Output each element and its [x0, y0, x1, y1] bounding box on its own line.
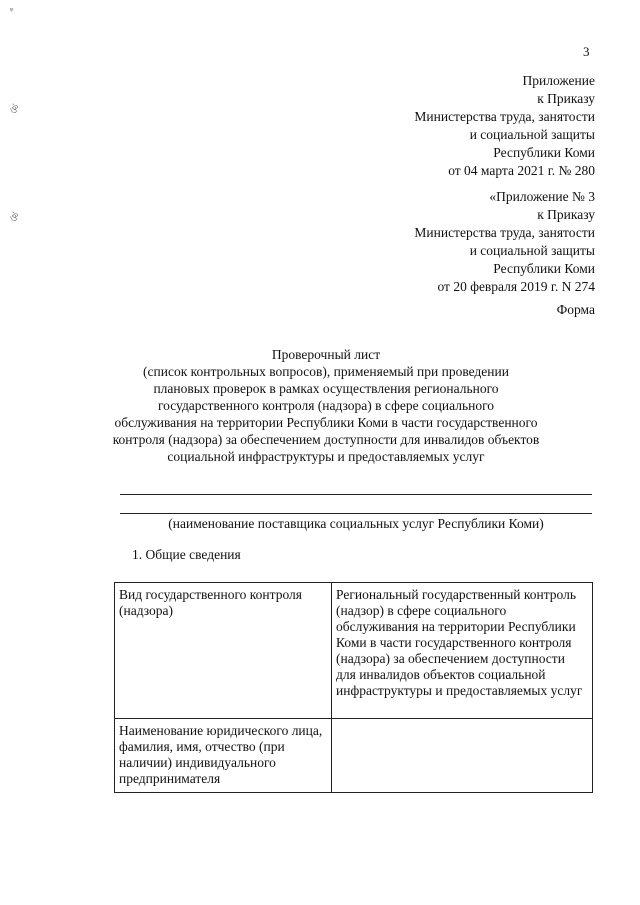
appendix-line: и социальной защиты — [469, 127, 595, 142]
table-row — [115, 719, 593, 793]
section-heading: 1. Общие сведения — [132, 547, 241, 562]
margin-mark: ᵩ — [10, 2, 14, 13]
margin-mark: ঔ — [10, 105, 19, 116]
document-title — [110, 346, 542, 465]
table-row — [115, 583, 593, 719]
general-info-table — [114, 582, 593, 793]
title-line: контроля (надзора) за обеспечением доступности для инвалидов объектов — [112, 432, 540, 447]
form-label: Форма — [556, 302, 595, 317]
page-number: 3 — [583, 44, 590, 59]
appendix-line: от 20 февраля 2019 г. N 274 — [437, 279, 595, 294]
title-line: социальной инфраструктуры и предоставляемых услуг — [167, 449, 485, 464]
appendix-previous-block — [414, 188, 595, 296]
appendix-line: Республики Коми — [493, 261, 595, 276]
title-line: плановых проверок в рамках осуществления регионального — [153, 381, 499, 396]
appendix-line: «Приложение № 3 — [489, 189, 595, 204]
provider-caption: (наименование поставщика социальных услуг Республики Коми) — [168, 516, 544, 531]
provider-fill-line — [120, 513, 592, 514]
title-line: Проверочный лист — [271, 347, 381, 362]
appendix-line: Министерства труда, занятости — [414, 225, 595, 240]
title-line: обслуживания на территории Республики Коми в части государственного — [114, 415, 538, 430]
appendix-line: к Приказу — [537, 91, 595, 106]
appendix-line: от 04 марта 2021 г. № 280 — [448, 163, 595, 178]
margin-mark: ঔ — [10, 213, 19, 224]
provider-fill-line — [120, 494, 592, 495]
title-line: государственного контроля (надзора) в сфере социального — [157, 398, 495, 413]
table-cell-label: Вид государственного контроля (надзора) — [115, 583, 332, 719]
table-cell-label: Наименование юридического лица, фамилия, имя, отчество (при наличии) индивидуального предпринимателя — [115, 719, 332, 793]
table-cell-value — [332, 719, 593, 793]
title-line: (список контрольных вопросов), применяемый при проведении — [143, 364, 509, 379]
table-cell-value: Региональный государственный контроль (надзор) в сфере социального обслуживания на территории Республики Коми в части государственного контроля (надзора) за обеспечением доступности для инвалидов объектов социальной инфраструктуры и предоставляемых услуг — [332, 583, 593, 719]
appendix-line: и социальной защиты — [469, 243, 595, 258]
appendix-line: Министерства труда, занятости — [414, 109, 595, 124]
appendix-current-block — [414, 72, 595, 180]
appendix-line: к Приказу — [537, 207, 595, 222]
appendix-line: Республики Коми — [493, 145, 595, 160]
appendix-line: Приложение — [522, 73, 595, 88]
